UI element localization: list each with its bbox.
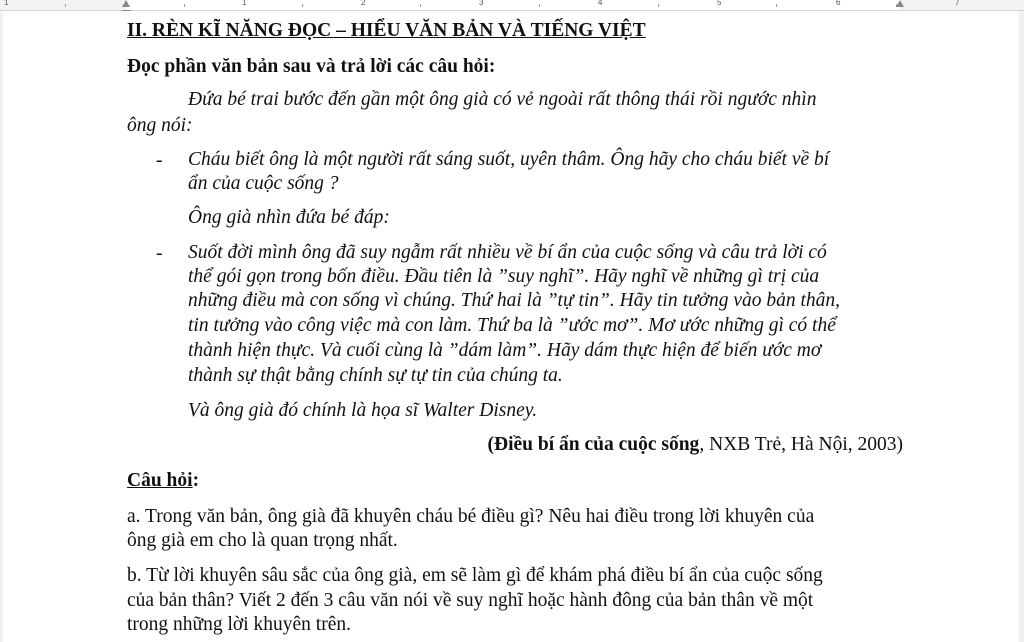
- ruler-tick: [420, 4, 421, 7]
- section-heading: II. RÈN KĨ NĂNG ĐỌC – HIỂU VĂN BẢN VÀ TIẾNG VIỆT: [127, 20, 646, 41]
- ruler-tick: [184, 4, 185, 7]
- ruler-number: 4: [598, 0, 603, 7]
- passage-line: Ông già nhìn đứa bé đáp:: [188, 207, 390, 228]
- source-citation: [487, 433, 903, 457]
- questions-heading-label: Câu hỏi: [127, 470, 193, 491]
- passage-line: Cháu biết ông là một người rất sáng suốt, uyên thâm. Ông hãy cho cháu biết về bí: [188, 149, 830, 170]
- ruler-number: 6: [836, 0, 841, 7]
- ruler-tick: [776, 4, 777, 7]
- ruler-tick: [658, 4, 659, 7]
- question-a-line: a. Trong văn bản, ông già đã khuyên cháu bé điều gì? Nêu hai điều trong lời khuyên của: [127, 506, 815, 527]
- question-b-line: trong những lời khuyên trên.: [127, 614, 351, 635]
- ruler-number: 2: [361, 0, 366, 7]
- document-page[interactable]: [3, 11, 1019, 642]
- passage-line: thành hiện thực. Và cuối cùng là ”dám làm”. Hãy dám thực hiện để biến ước mơ: [188, 340, 822, 361]
- ruler-number: 1: [4, 0, 9, 7]
- passage-line: ẩn của cuộc sống ?: [188, 173, 339, 194]
- question-a-line: ông già em cho là quan trọng nhất.: [127, 530, 398, 551]
- passage-line: thể gói gọn trong bốn điều. Đầu tiên là ”suy nghĩ”. Hãy nghĩ về những gì trị của: [188, 266, 820, 287]
- source-publisher: , NXB Trẻ, Hà Nội, 2003): [699, 434, 903, 455]
- ruler-tick: [65, 4, 66, 7]
- passage-line: Đứa bé trai bước đến gần một ông già có vẻ ngoài rất thông thái rồi ngước nhìn: [188, 89, 817, 110]
- questions-heading: [127, 469, 199, 493]
- left-indent-marker[interactable]: [122, 0, 130, 7]
- question-b-line: của bản thân? Viết 2 đến 3 câu văn nói về suy nghĩ hoặc hành đông của bản thân về một: [127, 590, 814, 611]
- ruler-tick: [302, 4, 303, 7]
- questions-heading-colon: :: [192, 470, 200, 491]
- list-dash: -: [156, 243, 163, 264]
- question-b-line: b. Từ lời khuyên sâu sắc của ông già, em sẽ làm gì để khám phá điều bí ẩn của cuộc sống: [127, 565, 823, 586]
- list-dash: -: [156, 150, 163, 171]
- ruler-tick: [539, 4, 540, 7]
- passage-line: ông nói:: [127, 115, 193, 136]
- ruler-number: 3: [479, 0, 484, 7]
- ruler-number: 5: [717, 0, 722, 7]
- passage-line: Suốt đời mình ông đã suy ngẫm rất nhiều về bí ẩn của cuộc sống và câu trả lời có: [188, 242, 827, 263]
- ruler-number: 1: [242, 0, 247, 7]
- passage-line: Và ông già đó chính là họa sĩ Walter Disney.: [188, 400, 538, 421]
- source-title: Điều bí ẩn của cuộc sống: [493, 434, 700, 455]
- instruction-text: Đọc phần văn bản sau và trả lời các câu hỏi:: [127, 56, 496, 77]
- ruler-number: 7: [955, 0, 960, 7]
- passage-line: thành sự thật bằng chính sự tự tin của chúng ta.: [188, 365, 563, 386]
- right-indent-marker[interactable]: [896, 0, 904, 7]
- horizontal-ruler[interactable]: [0, 0, 1024, 11]
- passage-line: tin tưởng vào công việc mà con làm. Thứ ba là ”ước mơ”. Mơ ước những gì có thể: [188, 315, 836, 336]
- source-open: (: [487, 434, 494, 455]
- passage-line: những điều mà con sống vì chúng. Thứ hai là ”tự tin”. Hãy tin tưởng vào bản thân,: [188, 290, 841, 311]
